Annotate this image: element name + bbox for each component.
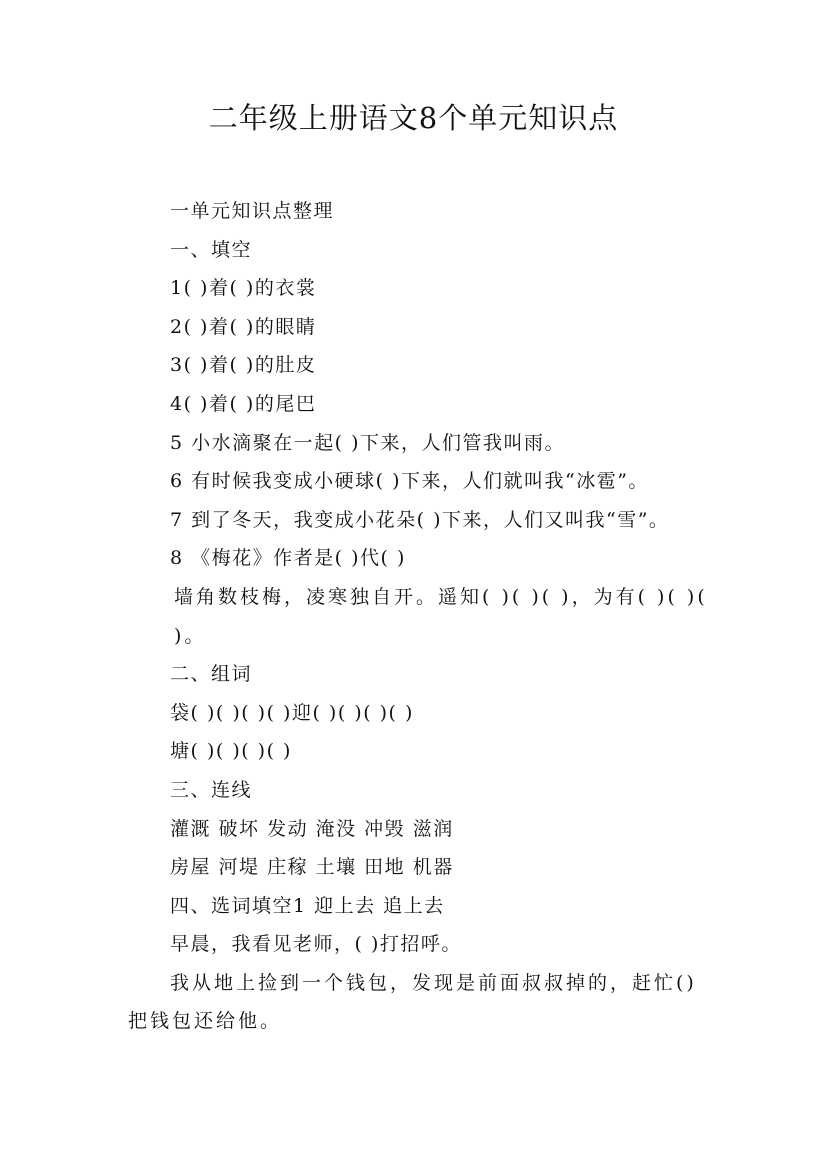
- exercise-line: 房屋 河堤 庄稼 土壤 田地 机器: [170, 856, 454, 879]
- exercise-line: 5 小水滴聚在一起( )下来，人们管我叫雨。: [170, 431, 565, 454]
- exercise-line: 袋( )( )( )( )迎( )( )( )( ): [170, 701, 414, 724]
- exercise-line: 4( )着( )的尾巴: [170, 392, 317, 415]
- subsection-heading: 三、连线: [170, 778, 253, 801]
- section-heading: 一单元知识点整理: [170, 200, 335, 222]
- subsection-heading: 一、填空: [170, 238, 253, 261]
- exercise-line: 3( )着( )的肚皮: [170, 354, 317, 377]
- subsection-heading: 二、组词: [170, 663, 253, 686]
- exercise-line: 1( )着( )的衣裳: [170, 277, 317, 300]
- poem-paragraph: [128, 578, 718, 655]
- document-body: [128, 192, 718, 1041]
- subsection-heading: 四、选词填空1 迎上去 追上去: [170, 894, 445, 917]
- exercise-paragraph: [128, 964, 718, 1041]
- exercise-line: 早晨，我看见老师，( )打招呼。: [170, 933, 462, 956]
- exercise-line: 2( )着( )的眼睛: [170, 315, 317, 338]
- exercise-line: 灌溉 破坏 发动 淹没 冲毁 滋润: [170, 817, 454, 840]
- document-title: 二年级上册语文8个单元知识点: [208, 101, 619, 135]
- exercise-paragraph-text: 我从地上捡到一个钱包，发现是前面叔叔掉的，赶忙()把钱包还给他。: [128, 971, 697, 1033]
- exercise-line: 7 到了冬天，我变成小花朵( )下来，人们又叫我“雪”。: [170, 508, 670, 531]
- exercise-line: 8 《梅花》作者是( )代( ): [170, 547, 406, 570]
- exercise-line: 6 有时候我变成小硬球( )下来，人们就叫我“冰雹”。: [170, 470, 649, 493]
- exercise-line: 塘( )( )( )( ): [170, 740, 292, 763]
- poem-text: 墙角数枝梅，凌寒独自开。遥知( )( )( )，为有( )( )( )。: [174, 585, 708, 647]
